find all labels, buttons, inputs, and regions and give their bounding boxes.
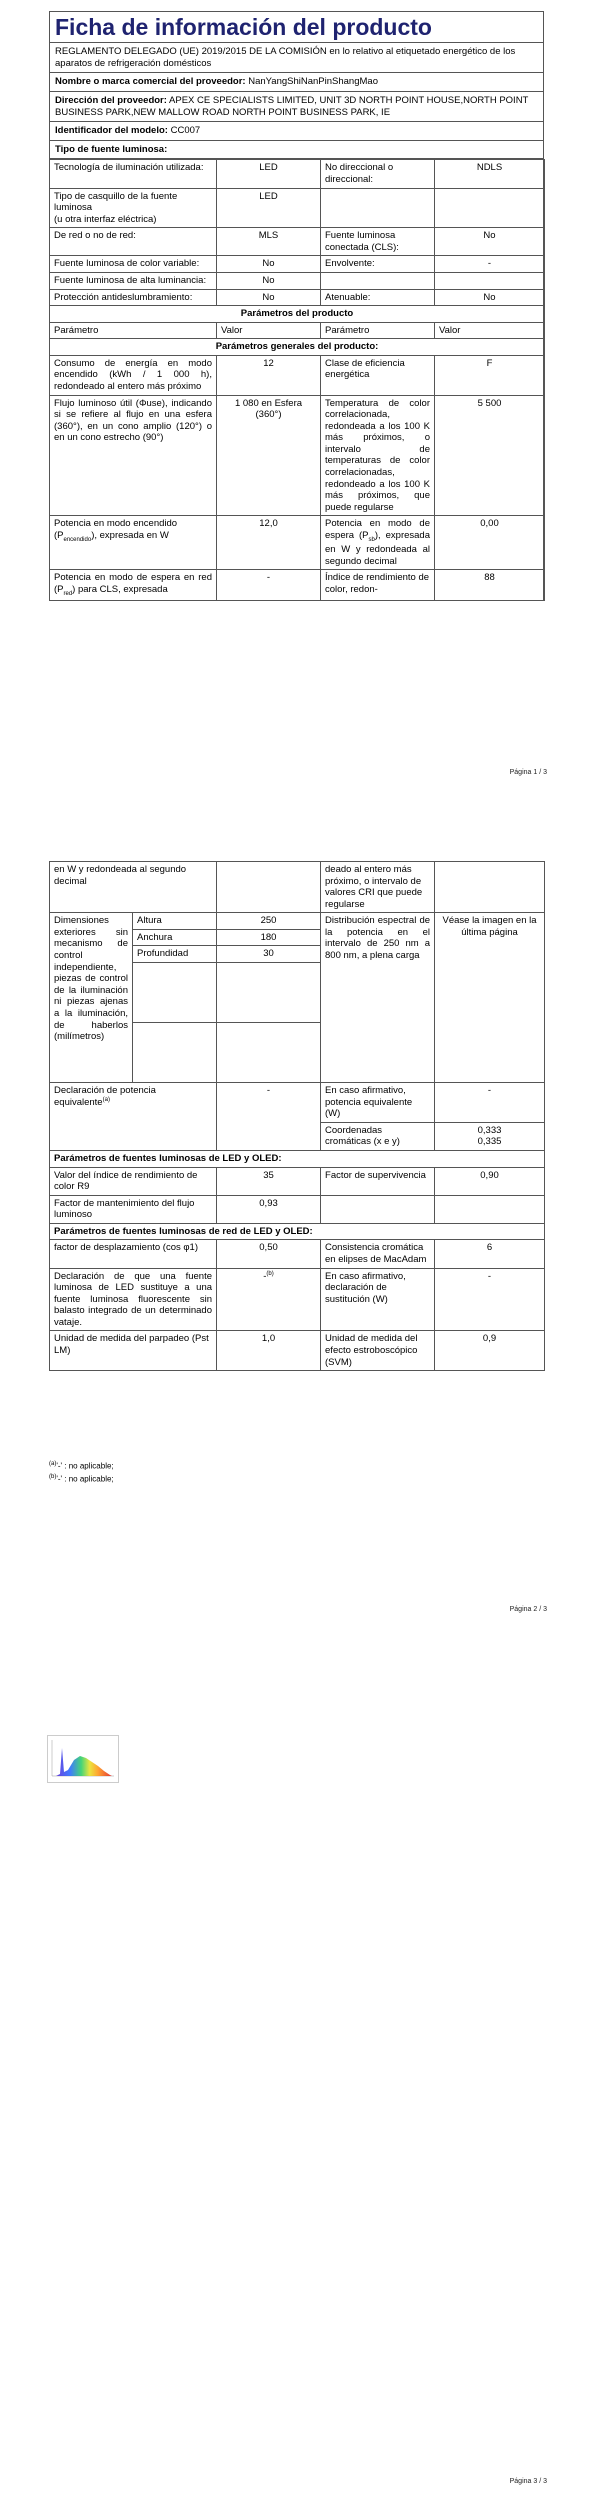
antiglare-value: No (217, 289, 321, 306)
on-power-value: 12,0 (217, 516, 321, 570)
efficiency-label: Clase de eficiencia energética (321, 355, 435, 395)
header-param-2: Parámetro (321, 322, 435, 339)
r9-value: 35 (217, 1167, 321, 1195)
mains-label: De red o no de red: (50, 228, 217, 256)
flux-value: 1 080 en Esfera (360°) (217, 395, 321, 516)
equivalent-power-label (50, 1083, 217, 1151)
product-table-page-1 (49, 159, 545, 601)
connected-value: No (435, 228, 545, 256)
energy-label: Consumo de energía en modo encendido (kWh / 1 000 h), redondeado al entero más próximo (50, 355, 217, 395)
stroboscopic-label: Unidad de medida del efecto estroboscópico (SVM) (321, 1331, 435, 1371)
general-params-title: Parámetros generales del producto: (50, 339, 545, 356)
dimmable-label: Atenuable: (321, 289, 435, 306)
spectrum-graphic (48, 1736, 118, 1782)
r9-label: Valor del índice de rendimiento de color R9 (50, 1167, 217, 1195)
cap-label: Tipo de casquillo de la fuente luminosa (54, 190, 178, 214)
standby-label-sub: sb (368, 536, 375, 543)
cap-sub: (u otra interfaz eléctrica) (54, 213, 157, 225)
network-standby-label (50, 570, 217, 601)
network-standby-sub: red (63, 590, 73, 597)
fluorescent-label: Declaración de que una fuente luminosa de LED sustituye a una fuente luminosa fluorescente sin balasto integrado de un determinado vataje. (50, 1268, 217, 1331)
colour-label: Fuente luminosa de color variable: (50, 256, 217, 273)
stroboscopic-value: 0,9 (435, 1331, 545, 1371)
footnote-b (49, 1474, 114, 1484)
spectral-label: Distribución espectral de la potencia en el intervalo de 250 nm a 800 nm, a plena carga (321, 913, 435, 1083)
standby-label-post: ), expresada en W y redondeada al segundo decimal (325, 529, 430, 567)
fluorescent-value-sup: (b) (266, 1270, 274, 1277)
network-standby-pre: Potencia en modo de espera en red (P (54, 572, 212, 595)
params-title: Parámetros del producto (50, 306, 545, 323)
header-value-2: Valor (435, 322, 545, 339)
page-number-2: Página 2 / 3 (509, 1606, 547, 1613)
chroma-x: 0,333 (477, 1124, 502, 1136)
colour-value: No (217, 256, 321, 273)
standby-label-pre: Potencia en modo de espera (P (325, 518, 430, 541)
maintenance-value: 0,93 (217, 1195, 321, 1223)
fluorescent-value (217, 1268, 321, 1331)
dimensions-label: Dimensiones exteriores sin mecanismo de control independiente, piezas de control de la iluminación ni piezas ajenas a la iluminación, de haberlos (milímetros) (50, 913, 133, 1083)
supplier-address-label: Dirección del proveedor: (55, 95, 167, 107)
cct-value: 5 500 (435, 395, 545, 516)
survival-value: 0,90 (435, 1167, 545, 1195)
cri-continuation: deado al entero más próximo, o intervalo de valores CRI que puede regularse (321, 862, 435, 913)
standby-label (321, 516, 435, 570)
footnote-a-text: '-' : no aplicable; (56, 1461, 114, 1471)
width-value: 180 (217, 929, 321, 946)
displacement-label: factor de desplazamiento (cos φ1) (50, 1240, 217, 1268)
displacement-value: 0,50 (217, 1240, 321, 1268)
equivalent-yes-value: - (435, 1083, 545, 1123)
cct-label: Temperatura de color correlacionada, redondeada a los 100 K más próximos, o intervalo de temperaturas de color correlacionadas, redondeado a los 100 K más próximos, que puede regularse (321, 395, 435, 516)
on-power-label-post: ), expresada en W (91, 529, 169, 541)
macadam-value: 6 (435, 1240, 545, 1268)
flicker-value: 1,0 (217, 1331, 321, 1371)
envelope-value: - (435, 256, 545, 273)
cri-label: Índice de rendimiento de color, redon- (321, 570, 435, 601)
equivalent-power-text: Declaración de potencia equivalente (54, 1085, 156, 1108)
header-value: Valor (217, 322, 321, 339)
width-label: Anchura (133, 929, 217, 946)
spectral-distribution-image (47, 1735, 119, 1783)
footnote-b-mark: (b) (49, 1474, 57, 1481)
document-title: Ficha de información del producto (50, 12, 543, 43)
product-table-page-2 (49, 861, 545, 1371)
model-id-row (50, 122, 543, 141)
footnote-a (49, 1461, 114, 1471)
supplier-name-label: Nombre o marca comercial del proveedor: (55, 76, 246, 88)
footnotes (49, 1461, 114, 1488)
dimmable-value: No (435, 289, 545, 306)
maintenance-label: Factor de mantenimiento del flujo luminoso (50, 1195, 217, 1223)
height-value: 250 (217, 913, 321, 930)
efficiency-value: F (435, 355, 545, 395)
led-params-title: Parámetros de fuentes luminosas de LED y OLED: (50, 1150, 545, 1167)
chroma-y: 0,335 (477, 1136, 502, 1148)
flicker-label: Unidad de medida del parpadeo (Pst LM) (50, 1331, 217, 1371)
antiglare-label: Protección antideslumbramiento: (50, 289, 217, 306)
on-power-label-pre: Potencia en modo encendido (P (54, 518, 178, 541)
page-number-1: Página 1 / 3 (509, 769, 547, 776)
equivalent-power-value: - (217, 1083, 321, 1151)
depth-label: Profundidad (133, 946, 217, 963)
footnote-a-mark: (a) (49, 1461, 57, 1467)
page-2 (0, 837, 591, 1673)
model-id-label: Identificador del modelo: (55, 125, 168, 137)
network-standby-post: ) para CLS, expresada (72, 583, 168, 595)
network-standby-value: - (217, 570, 321, 601)
envelope-label: Envolvente: (321, 256, 435, 273)
page-1 (0, 0, 591, 836)
fluorescent-value-text: - (263, 1270, 267, 1282)
supplier-address-value: APEX CE SPECIALISTS LIMITED, UNIT 3D NORTH POINT HOUSE,NORTH POINT BUSINESS PARK,NEW MALLOW ROAD NORTH POINT BUSINESS PARK, IE (55, 95, 529, 118)
mains-value: MLS (217, 228, 321, 256)
mains-led-params-title: Parámetros de fuentes luminosas de red de LED y OLED: (50, 1223, 545, 1240)
on-power-label (50, 516, 217, 570)
chroma-label: Coordenadas cromáticas (x e y) (321, 1122, 435, 1150)
model-id-value: CC007 (170, 125, 201, 137)
header-param: Parámetro (50, 322, 217, 339)
regulation-intro: REGLAMENTO DELEGADO (UE) 2019/2015 DE LA COMISIÓN en lo relativo al etiquetado energético de los aparatos de refrigeración domésticos (50, 43, 543, 73)
cri-value: 88 (435, 570, 545, 601)
standby-value: 0,00 (435, 516, 545, 570)
equivalent-yes-label: En caso afirmativo, potencia equivalente (W) (321, 1083, 435, 1123)
survival-label: Factor de supervivencia (321, 1167, 435, 1195)
footnote-b-text: '-' : no aplicable; (56, 1475, 114, 1485)
nondir-value: NDLS (435, 160, 545, 188)
fluorescent-yes-value: - (435, 1268, 545, 1331)
cap-cell (50, 188, 217, 228)
fluorescent-yes-label: En caso afirmativo, declaración de sustitución (W) (321, 1268, 435, 1331)
nondir-label: No direccional o direccional: (321, 160, 435, 188)
tech-label: Tecnología de iluminación utilizada: (50, 160, 217, 188)
on-power-label-sub: encendido (63, 536, 92, 543)
product-sheet-frame (49, 11, 544, 601)
page-3 (0, 1674, 591, 2510)
high-lum-value: No (217, 272, 321, 289)
supplier-address-row (50, 92, 543, 122)
tech-value: LED (217, 160, 321, 188)
supplier-name-row (50, 73, 543, 92)
light-source-type-heading: Tipo de fuente luminosa: (50, 141, 543, 160)
chroma-value (435, 1122, 545, 1150)
connected-label: Fuente luminosa conectada (CLS): (321, 228, 435, 256)
energy-value: 12 (217, 355, 321, 395)
equivalent-power-sup: (a) (102, 1096, 110, 1103)
page-number-3: Página 3 / 3 (509, 2478, 547, 2485)
spectral-value: Véase la imagen en la última página (435, 913, 545, 1083)
macadam-label: Consistencia cromática en elipses de MacAdam (321, 1240, 435, 1268)
height-label: Altura (133, 913, 217, 930)
flux-label: Flujo luminoso útil (Φuse), indicando si se refiere al flujo en una esfera (360°), en un cono amplio (120°) o en un cono estrecho (90°) (50, 395, 217, 516)
high-lum-label: Fuente luminosa de alta luminancia: (50, 272, 217, 289)
network-standby-continuation: en W y redondeada al segundo decimal (50, 862, 217, 913)
cap-value: LED (217, 188, 321, 228)
supplier-name-value: NanYangShiNanPinShangMao (248, 76, 378, 88)
depth-value: 30 (217, 946, 321, 963)
